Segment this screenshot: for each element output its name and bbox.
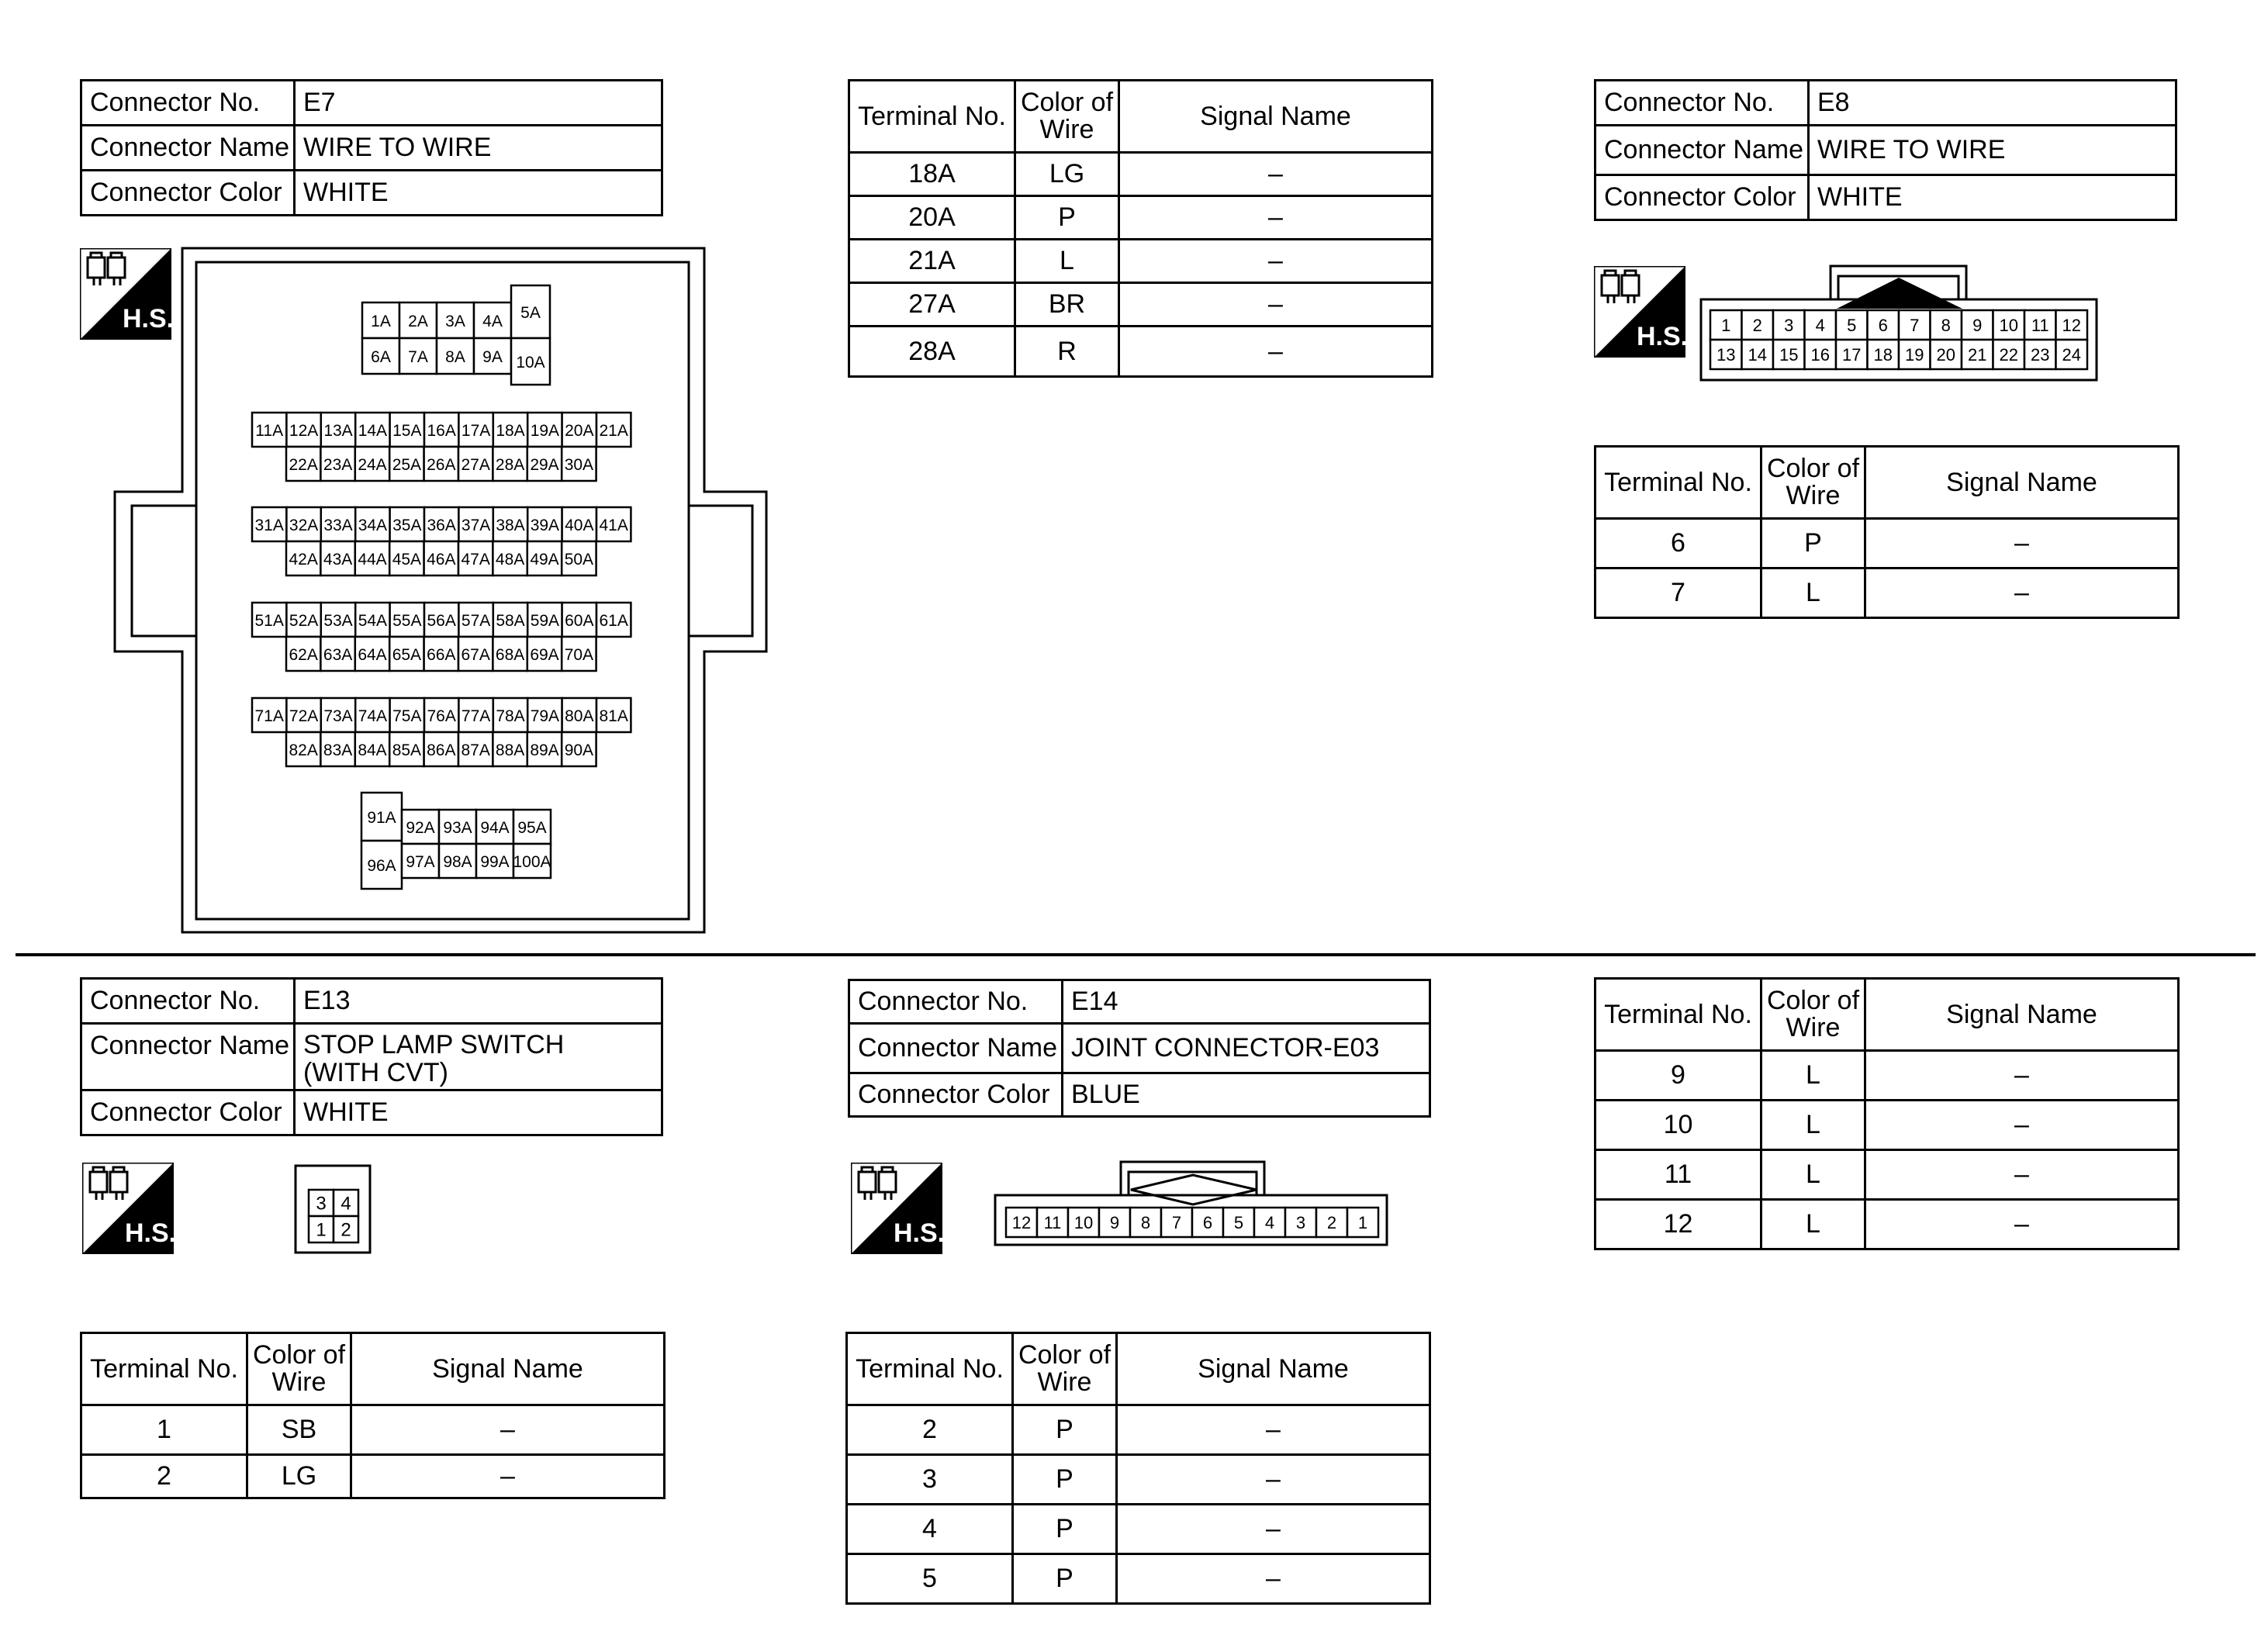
- pin-12-label: 12: [2062, 315, 2081, 335]
- pin-11-label: 11: [2031, 315, 2049, 335]
- pin-13-label: 13: [1716, 344, 1736, 365]
- pin-36A-label: 36A: [427, 517, 456, 534]
- pin-19A-label: 19A: [530, 422, 560, 440]
- signal-name-header: Signal Name: [1865, 979, 2179, 1051]
- section-divider: [16, 953, 2256, 956]
- table-row: 11 L –: [1595, 1150, 2179, 1200]
- terminal-no-header: Terminal No.: [81, 1333, 247, 1405]
- table-row: 20A P –: [849, 196, 1433, 240]
- pin-95A-label: 95A: [517, 819, 547, 837]
- pin-73A-label: 73A: [323, 707, 353, 725]
- pin-21-label: 21: [1968, 344, 1987, 365]
- pin-100A-label: 100A: [513, 853, 551, 871]
- pin-2-label: 2: [341, 1219, 351, 1241]
- pin-15-label: 15: [1779, 344, 1799, 365]
- e14-connector-no-label: Connector No.: [849, 980, 1063, 1024]
- pin-24A-label: 24A: [358, 456, 387, 474]
- table-row: 27A BR –: [849, 283, 1433, 327]
- pin-76A-label: 76A: [427, 707, 456, 725]
- e13-info-table: [80, 977, 663, 1136]
- pin-91A-label: 91A: [367, 809, 396, 827]
- pin-27A-label: 27A: [461, 456, 490, 474]
- pin-1A-label: 1A: [371, 313, 391, 330]
- pin-85A-label: 85A: [392, 741, 422, 759]
- pin-70A-label: 70A: [564, 646, 594, 664]
- e8-connector-no-label: Connector No.: [1595, 81, 1809, 126]
- pin-9-label: 9: [1109, 1212, 1120, 1232]
- e7-connector-color: WHITE: [295, 171, 662, 216]
- pin-75A-label: 75A: [392, 707, 422, 725]
- pin-2-label: 2: [1326, 1212, 1337, 1232]
- pin-42A-label: 42A: [289, 551, 318, 569]
- pin-5-label: 5: [1847, 315, 1857, 335]
- pin-11-label: 11: [1043, 1212, 1062, 1232]
- pin-53A-label: 53A: [323, 612, 353, 630]
- pin-13A-label: 13A: [323, 422, 353, 440]
- pin-66A-label: 66A: [427, 646, 456, 664]
- e14-info-table: [848, 979, 1431, 1118]
- pin-5A-label: 5A: [520, 304, 541, 322]
- pin-4A-label: 4A: [482, 313, 503, 330]
- pin-88A-label: 88A: [495, 741, 525, 759]
- pin-89A-label: 89A: [530, 741, 559, 759]
- e13-connector-no-label: Connector No.: [81, 979, 295, 1024]
- pin-8A-label: 8A: [445, 348, 465, 366]
- color-of-wire-header: Color of Wire: [1761, 979, 1865, 1051]
- pin-10-label: 10: [1999, 315, 2018, 335]
- pin-43A-label: 43A: [323, 551, 353, 569]
- pin-61A-label: 61A: [599, 612, 628, 630]
- pin-77A-label: 77A: [461, 707, 491, 725]
- hs-label: H.S.: [893, 1218, 942, 1248]
- terminal-no-header: Terminal No.: [1595, 979, 1761, 1051]
- e13-connector-color-label: Connector Color: [81, 1090, 295, 1135]
- table-row: 12 L –: [1595, 1200, 2179, 1249]
- pin-80A-label: 80A: [565, 707, 594, 725]
- pin-98A-label: 98A: [443, 853, 472, 871]
- pin-29A-label: 29A: [530, 456, 559, 474]
- e8-info-table: [1594, 79, 2177, 221]
- pin-93A-label: 93A: [443, 819, 472, 837]
- e8-connector-name-label: Connector Name: [1595, 126, 1809, 175]
- pin-20A-label: 20A: [565, 422, 594, 440]
- pin-20-label: 20: [1936, 344, 1955, 365]
- pin-51A-label: 51A: [254, 612, 284, 630]
- pin-14-label: 14: [1748, 344, 1767, 365]
- pin-58A-label: 58A: [496, 612, 525, 630]
- pin-4-label: 4: [1264, 1212, 1275, 1232]
- pin-9-label: 9: [1972, 315, 1983, 335]
- pin-92A-label: 92A: [406, 819, 435, 837]
- pin-7A-label: 7A: [408, 348, 428, 366]
- signal-name-header: Signal Name: [1865, 447, 2179, 519]
- pin-94A-label: 94A: [480, 819, 510, 837]
- signal-name-header: Signal Name: [1119, 81, 1433, 153]
- pin-52A-label: 52A: [289, 612, 319, 630]
- pin-23-label: 23: [2031, 344, 2050, 365]
- pin-33A-label: 33A: [323, 517, 353, 534]
- pin-7-label: 7: [1910, 315, 1920, 335]
- e14-connector-name-label: Connector Name: [849, 1024, 1063, 1073]
- pin-37A-label: 37A: [461, 517, 491, 534]
- pin-12A-label: 12A: [289, 422, 319, 440]
- table-row: 1 SB –: [81, 1405, 665, 1455]
- pin-72A-label: 72A: [289, 707, 319, 725]
- hs-badge-e14: [851, 1163, 942, 1254]
- pin-71A-label: 71A: [254, 707, 284, 725]
- table-row: 18A LG –: [849, 153, 1433, 196]
- table-row: 2 LG –: [81, 1455, 665, 1498]
- pin-21A-label: 21A: [599, 422, 628, 440]
- pin-8-label: 8: [1140, 1212, 1151, 1232]
- terminal-no-header: Terminal No.: [847, 1333, 1013, 1405]
- terminal-no-header: Terminal No.: [1595, 447, 1761, 519]
- pin-45A-label: 45A: [392, 551, 422, 569]
- hs-badge-e8: [1594, 266, 1685, 358]
- terminal-no-header: Terminal No.: [849, 81, 1015, 153]
- e7-connector-no: E7: [295, 81, 662, 126]
- pin-49A-label: 49A: [530, 551, 559, 569]
- pin-11A-label: 11A: [255, 422, 284, 440]
- e14-terminal-table: [845, 1332, 1431, 1605]
- e14-connector-no: E14: [1063, 980, 1430, 1024]
- pin-1-label: 1: [1721, 315, 1731, 335]
- pin-40A-label: 40A: [565, 517, 594, 534]
- color-of-wire-header: Color of Wire: [247, 1333, 351, 1405]
- e13-connector-name: STOP LAMP SWITCH (WITH CVT): [295, 1024, 662, 1090]
- pin-84A-label: 84A: [358, 741, 387, 759]
- e7-connector-face: [0, 0, 776, 946]
- pin-63A-label: 63A: [323, 646, 353, 664]
- pin-19-label: 19: [1905, 344, 1924, 365]
- pin-16A-label: 16A: [427, 422, 456, 440]
- pin-4-label: 4: [1815, 315, 1825, 335]
- pin-8-label: 8: [1941, 315, 1951, 335]
- pin-1-label: 1: [1357, 1212, 1368, 1232]
- pin-62A-label: 62A: [289, 646, 318, 664]
- pin-10-label: 10: [1073, 1212, 1094, 1232]
- e7-connector-name: WIRE TO WIRE: [295, 126, 662, 171]
- pin-57A-label: 57A: [461, 612, 491, 630]
- pin-83A-label: 83A: [323, 741, 353, 759]
- pin-9A-label: 9A: [482, 348, 503, 366]
- e14-connector-name: JOINT CONNECTOR-E03: [1063, 1024, 1430, 1073]
- hs-label: H.S.: [124, 1218, 174, 1248]
- pin-6-label: 6: [1202, 1212, 1213, 1232]
- pin-48A-label: 48A: [495, 551, 525, 569]
- pin-78A-label: 78A: [496, 707, 525, 725]
- pin-10A-label: 10A: [516, 354, 545, 372]
- e8-connector-face: [1699, 264, 2102, 384]
- e13-connector-face: [293, 1163, 374, 1256]
- pin-18-label: 18: [1873, 344, 1893, 365]
- e14-terminal-table-continued: [1594, 977, 2180, 1250]
- pin-96A-label: 96A: [367, 857, 396, 875]
- hs-badge-e13: [82, 1163, 174, 1254]
- pin-35A-label: 35A: [392, 517, 422, 534]
- pin-28A-label: 28A: [495, 456, 525, 474]
- table-row: 6 P –: [1595, 519, 2179, 569]
- pin-14A-label: 14A: [358, 422, 388, 440]
- color-of-wire-header: Color of Wire: [1013, 1333, 1117, 1405]
- pin-46A-label: 46A: [427, 551, 456, 569]
- pin-87A-label: 87A: [461, 741, 490, 759]
- pin-2A-label: 2A: [408, 313, 428, 330]
- pin-24-label: 24: [2062, 344, 2081, 365]
- pin-47A-label: 47A: [461, 551, 490, 569]
- pin-3A-label: 3A: [445, 313, 465, 330]
- hs-label: H.S.: [122, 304, 171, 334]
- pin-7-label: 7: [1171, 1212, 1182, 1232]
- e7-connector-color-label: Connector Color: [81, 171, 295, 216]
- pin-12-label: 12: [1011, 1212, 1032, 1232]
- e7-terminal-table: [848, 79, 1433, 378]
- e8-connector-no: E8: [1809, 81, 2176, 126]
- pin-26A-label: 26A: [427, 456, 456, 474]
- pin-56A-label: 56A: [427, 612, 456, 630]
- pin-30A-label: 30A: [564, 456, 594, 474]
- pin-38A-label: 38A: [496, 517, 525, 534]
- pin-69A-label: 69A: [530, 646, 559, 664]
- table-row: 3 P –: [847, 1455, 1430, 1505]
- pin-59A-label: 59A: [530, 612, 560, 630]
- pin-6A-label: 6A: [371, 348, 391, 366]
- pin-32A-label: 32A: [289, 517, 319, 534]
- pin-3-label: 3: [1295, 1212, 1306, 1232]
- table-row: 9 L –: [1595, 1051, 2179, 1101]
- pin-22A-label: 22A: [289, 456, 318, 474]
- pin-55A-label: 55A: [392, 612, 422, 630]
- e13-connector-no: E13: [295, 979, 662, 1024]
- pin-3-label: 3: [1784, 315, 1794, 335]
- pin-82A-label: 82A: [289, 741, 318, 759]
- signal-name-header: Signal Name: [351, 1333, 665, 1405]
- pin-34A-label: 34A: [358, 517, 388, 534]
- e14-connector-face: [993, 1160, 1396, 1253]
- hs-label: H.S.: [1636, 322, 1685, 351]
- pin-18A-label: 18A: [496, 422, 525, 440]
- pin-99A-label: 99A: [480, 853, 510, 871]
- table-row: 28A R –: [849, 327, 1433, 377]
- pin-1-label: 1: [316, 1219, 327, 1241]
- pin-15A-label: 15A: [392, 422, 422, 440]
- signal-name-header: Signal Name: [1117, 1333, 1430, 1405]
- pin-50A-label: 50A: [564, 551, 594, 569]
- pin-23A-label: 23A: [323, 456, 353, 474]
- table-row: 21A L –: [849, 240, 1433, 283]
- e8-connector-name: WIRE TO WIRE: [1809, 126, 2176, 175]
- pin-17A-label: 17A: [461, 422, 491, 440]
- e14-connector-color-label: Connector Color: [849, 1073, 1063, 1117]
- table-row: 10 L –: [1595, 1101, 2179, 1150]
- e8-connector-color-label: Connector Color: [1595, 175, 1809, 220]
- pin-97A-label: 97A: [406, 853, 435, 871]
- e7-connector-name-label: Connector Name: [81, 126, 295, 171]
- pin-31A-label: 31A: [254, 517, 284, 534]
- pin-81A-label: 81A: [599, 707, 628, 725]
- pin-17-label: 17: [1842, 344, 1862, 365]
- e13-terminal-table: [80, 1332, 666, 1499]
- pin-5-label: 5: [1233, 1212, 1244, 1232]
- pin-65A-label: 65A: [392, 646, 422, 664]
- pin-41A-label: 41A: [599, 517, 628, 534]
- pin-54A-label: 54A: [358, 612, 388, 630]
- pin-67A-label: 67A: [461, 646, 490, 664]
- pin-4-label: 4: [341, 1193, 351, 1215]
- table-row: 5 P –: [847, 1554, 1430, 1604]
- pin-90A-label: 90A: [564, 741, 594, 759]
- e13-connector-color: WHITE: [295, 1090, 662, 1135]
- pin-86A-label: 86A: [427, 741, 456, 759]
- pin-16-label: 16: [1810, 344, 1830, 365]
- e7-connector-no-label: Connector No.: [81, 81, 295, 126]
- pin-39A-label: 39A: [530, 517, 560, 534]
- pin-6-label: 6: [1878, 315, 1888, 335]
- e8-terminal-table: [1594, 445, 2180, 619]
- table-row: 4 P –: [847, 1505, 1430, 1554]
- pin-25A-label: 25A: [392, 456, 422, 474]
- pin-60A-label: 60A: [565, 612, 594, 630]
- pin-2-label: 2: [1752, 315, 1762, 335]
- pin-22-label: 22: [1999, 344, 2018, 365]
- pin-3-label: 3: [316, 1193, 327, 1215]
- e13-connector-name-label: Connector Name: [81, 1024, 295, 1090]
- pin-64A-label: 64A: [358, 646, 387, 664]
- pin-74A-label: 74A: [358, 707, 388, 725]
- pin-44A-label: 44A: [358, 551, 387, 569]
- e8-connector-color: WHITE: [1809, 175, 2176, 220]
- table-row: 2 P –: [847, 1405, 1430, 1455]
- pin-68A-label: 68A: [495, 646, 525, 664]
- color-of-wire-header: Color of Wire: [1015, 81, 1119, 153]
- color-of-wire-header: Color of Wire: [1761, 447, 1865, 519]
- table-row: 7 L –: [1595, 569, 2179, 618]
- pin-79A-label: 79A: [530, 707, 560, 725]
- e14-connector-color: BLUE: [1063, 1073, 1430, 1117]
